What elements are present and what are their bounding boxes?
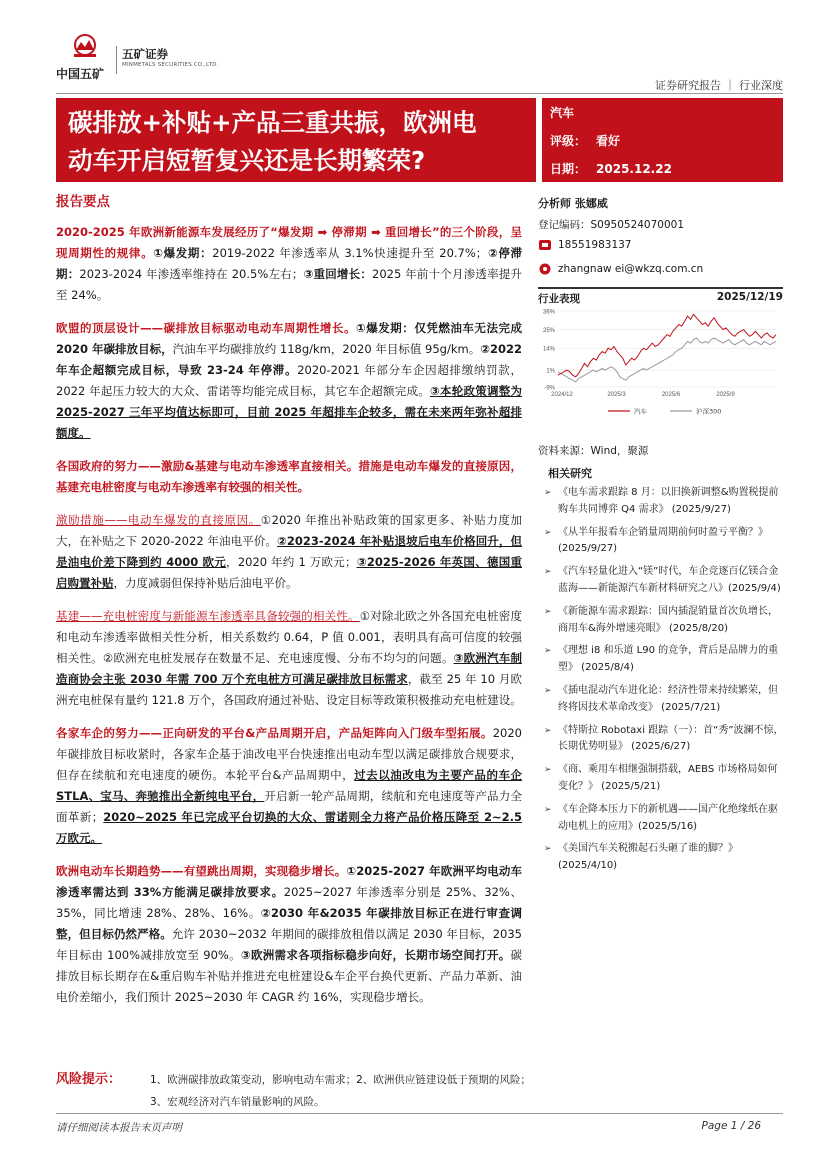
p1-bold-2: ②停滞期： [56, 246, 522, 281]
email-icon [538, 263, 552, 275]
p4-text-3: ，力度减弱但保持补贴后油电平价。 [113, 576, 298, 590]
summary-paragraph-3 [56, 456, 522, 498]
p7-bold-2: ②2030 年&2035 年碳排放目标正在进行审查调整，但目标仍然严格。 [56, 906, 522, 941]
p1-bold-1: ①爆发期： [153, 246, 213, 260]
p1-bold-3: ③重回增长： [303, 267, 373, 281]
rating-info-box [542, 98, 783, 182]
series-line-auto [558, 314, 776, 377]
p7-headline: 欧洲电动车长期趋势——有望跳出周期，实现稳步增长。 [56, 864, 347, 878]
p6-headline: 各家车企的努力——正向研发的平台&产品周期开启，产品矩阵向入门级车型拓展。 [56, 726, 493, 740]
related-research-item[interactable] [544, 604, 784, 638]
report-type-tag: 证券研究报告 ｜ 行业深度 [655, 79, 783, 92]
p1-text-1: 2019-2022 年渗透率从 3.1%快速提升至 20.7%； [212, 246, 488, 260]
bullet-arrow-icon: ➢ [544, 804, 552, 815]
rating-label: 评级： [550, 134, 587, 148]
date-value: 2025.12.22 [596, 162, 672, 176]
title-line-2: 动车开启短暂复兴还是长期繁荣? [68, 146, 426, 175]
industry-label: 汽车 [550, 106, 575, 120]
p1-text-2: 2023-2024 年渗透率维持在 20.5%左右； [79, 267, 304, 281]
p6-bold-1: 过去以油改电为主要产品的车企 STLA、宝马、奔驰推出全新纯电平台， [56, 768, 523, 803]
p7-bold-3: ③欧洲需求各项指标稳步向好，长期市场空间打开。 [240, 948, 511, 962]
related-research-text: 《美国汽车关税搬起石头砸了谁的脚？》 (2025/4/10) [558, 843, 738, 872]
p2-headline: 欧盟的顶层设计——碳排放目标驱动电动车周期性增长。 [56, 321, 356, 335]
y-tick-label: 1% [546, 368, 555, 375]
y-tick-label: 25% [542, 328, 555, 335]
analyst-phone-row [538, 235, 783, 255]
summary-paragraph-6 [56, 723, 522, 849]
title-banner [56, 98, 536, 182]
chart-label: 行业表现 [538, 293, 580, 305]
p7-text-2: 允许 2030~2032 年期间的碳排放租借以满足 2030 年目标，2035 年目标由 100%减排放宽至 90%。 [56, 927, 523, 962]
summary-paragraph-2 [56, 318, 522, 444]
phone-icon [538, 239, 552, 251]
footer-disclaimer: 请仔细阅读本报告末页声明 [56, 1122, 182, 1134]
report-summary [56, 190, 522, 1020]
analyst-email[interactable]: zhangnaw ei@wkzq.com.cn [558, 263, 704, 275]
related-research-item[interactable] [544, 802, 784, 836]
p2-bold-3: ③本轮政策调整为 2025-2027 三年平均值达标即可，目前 2025 年超排车企较多，需在未来两年弥补超排额度。 [56, 384, 522, 440]
date-row [550, 160, 672, 177]
related-research-item[interactable] [544, 683, 784, 717]
legend-label: 沪深300 [696, 407, 722, 416]
bullet-arrow-icon: ➢ [544, 685, 552, 696]
bullet-arrow-icon: ➢ [544, 488, 552, 498]
p2-text-2: 2020-2021 年部分车企因超排缴纳罚款，2022 年起压力较大的大众、雷诺等均能完成目标，其它车企超额完成。 [56, 363, 522, 398]
bullet-arrow-icon: ➢ [544, 765, 552, 776]
bullet-arrow-icon: ➢ [544, 646, 552, 657]
logo-company-name: 中国五矿 [56, 67, 105, 81]
related-research-text: 《电车需求跟踪 8 月：以旧换新调整&购置税提前购车共同博弈 Q4 需求》 (2025/9/27) [558, 487, 779, 515]
related-research-item[interactable] [544, 643, 784, 677]
chart-header [538, 291, 783, 306]
p7-bold-1: ①2025-2027 年欧洲平均电动车渗透率需达到 33%方能满足碳排放要求。 [56, 864, 522, 899]
p6-bold-2: 2020~2025 年已完成平台切换的大众、雷诺则全力将产品价格压降至 2~2.5 万欧元。 [56, 810, 523, 845]
p6-text-1: 2020 年碳排放目标收紧时，各家车企基于油改电平台快速推出电动车型以满足碳排放合规要求，但存在续航和充电速度的硬伤。本轮平台&产品周期中， [56, 726, 522, 782]
related-research-text: 《特斯拉 Robotaxi 跟踪（一）：首“秀”波澜不惊，长期优势明显》 (2025/6/27) [558, 724, 784, 753]
related-research-text: 《从半年报看车企销量周期前何时盈亏平衡？》 (2025/9/27) [558, 526, 768, 555]
related-research-item[interactable] [544, 564, 784, 598]
logo-english-name: MINMETALS SECURITIES CO.,LTD. [122, 62, 219, 68]
chart-date: 2025/12/19 [716, 291, 783, 303]
rating-value: 看好 [596, 134, 621, 148]
p7-text-3: 碳排放目标长期存在&重启购车补贴并推进充电桩建设&车企平台换代更新、产品力革新、油电价差缩小，我们预计 2025~2030 年 CAGR 约 16%，实现稳步增长。 [56, 948, 523, 1004]
y-tick-label: -9% [544, 385, 555, 392]
summary-paragraph-7 [56, 861, 522, 1008]
bullet-arrow-icon: ➢ [544, 567, 552, 578]
p2-text-1: 汽油车平均碳排放约 118g/km，2020 年目标值 95g/km。 [172, 342, 481, 356]
minmetals-logo-icon [70, 34, 100, 62]
p7-text-1: 2025~2027 年渗透率分别是 25%、32%、35%，同比增速 28%、28%、16%。 [56, 885, 522, 920]
related-research-text: 《汽车轻量化进入“镁”时代，车企竞逐百亿镁合金蓝海——新能源汽车新材料研究之八》(2025/9/4) [558, 566, 781, 594]
analyst-name: 分析师 张娜威 [538, 197, 608, 210]
related-research-text: 《新能源车需求跟踪：国内插混销量首次负增长，商用车&海外增速亮眼》 (2025/8/20) [558, 605, 778, 634]
header-divider [56, 93, 783, 94]
industry-performance-chart [538, 287, 783, 427]
p4-text-2: ，2020 年约 1 万欧元； [226, 555, 357, 569]
p6-text-2: 开启新一轮产品周期，续航和充电速度等产品力全面革新； [56, 789, 522, 824]
risk-line-1: 1、欧洲碳排放政策变动，影响电动车需求；2、欧洲供应链建设低于预期的风险； [150, 1074, 531, 1086]
chart-source: 资料来源：Wind，聚源 [538, 445, 649, 457]
p4-subtitle: 激励措施——电动车爆发的直接原因。 [56, 513, 261, 527]
bullet-arrow-icon: ➢ [544, 527, 552, 538]
risk-text [150, 1069, 750, 1113]
page-number: Page 1 / 26 [701, 1120, 761, 1132]
bullet-arrow-icon: ➢ [544, 725, 552, 736]
summary-paragraph-1 [56, 222, 522, 306]
y-tick-label: 14% [542, 346, 555, 353]
risk-label: 风险提示： [56, 1072, 122, 1087]
summary-paragraph-4 [56, 510, 522, 594]
p4-bold-2: ③2025-2026 年英国、德国重启购置补贴 [56, 555, 523, 590]
rating-row [550, 132, 620, 149]
y-tick-label: 36% [542, 309, 555, 316]
p2-bold-1: ①爆发期：仅凭燃油车无法完成 2020 年碳排放目标， [56, 321, 522, 356]
p5-text-2: ，截至 25 年 10 月欧洲充电桩保有量约 121.8 万个，各国政府通过补贴、设定目标等政策积极推动充电桩建设。 [56, 672, 522, 707]
logo-securities-name: 五矿证券 [122, 47, 168, 61]
section-title: 报告要点 [56, 194, 110, 210]
related-research-title: 相关研究 [548, 467, 592, 480]
p5-subtitle: 基建——充电桩密度与新能源车渗透率具备较强的相关性。 [56, 609, 360, 623]
logo-divider [116, 46, 117, 74]
legend-label: 汽车 [634, 407, 647, 416]
company-logo [56, 34, 219, 84]
summary-paragraph-5 [56, 606, 522, 711]
series-line-csi300 [558, 338, 776, 382]
p1-text-3: 2025 年前十个月渗透率提升至 24%。 [56, 267, 522, 302]
related-research-list [544, 485, 784, 881]
x-tick-label: 2025/3 [607, 392, 626, 398]
report-title [68, 104, 528, 180]
p5-bold-1: ③欧洲汽车制造商协会主张 2030 年需 700 万个充电桩方可满足碳排放目标需求 [56, 651, 522, 686]
related-research-item[interactable] [544, 762, 784, 796]
date-label: 日期： [550, 162, 587, 176]
title-line-1: 碳排放+补贴+产品三重共振，欧洲电 [68, 108, 477, 137]
p1-headline: 2020-2025 年欧洲新能源车发展经历了“爆发期 ➡ 停滞期 ➡ 重回增长”的三个阶段，呈现周期性的规律。 [56, 225, 522, 260]
sidebar [538, 195, 784, 872]
bullet-arrow-icon: ➢ [544, 844, 552, 855]
related-research-text: 《车企降本压力下的新机遇——国产化绝缘纸在驱动电机上的应用》(2025/5/16) [558, 803, 778, 832]
p2-bold-2: ②2022 年车企超额完成目标，导致 23-24 年停滞。 [56, 342, 522, 377]
p4-bold-1: ②2023-2024 年补贴退坡后电车价格回升，但是油电价差下降到约 4000 欧元 [56, 534, 522, 569]
x-tick-label: 2025/6 [661, 392, 681, 398]
related-research-item[interactable] [544, 841, 784, 875]
related-research-text: 《理想 i8 和乐道 L90 的竞争，背后是品牌力的重塑》 (2025/8/4) [558, 645, 779, 674]
p5-text-1: ①对除北欧之外各国充电桩密度和电动车渗透率做相关性分析，相关系数约 0.64，P 值 0.001，表明具有高可信度的较强相关性。②欧洲充电桩发展存在数量不足、充电速度慢、分布不均匀的问题。 [56, 609, 523, 665]
footer-divider [56, 1113, 783, 1114]
related-research-text: 《插电混动汽车进化论：经济性带来持续繁荣，但终将因技术革命改变》 (2025/7/21) [558, 684, 778, 713]
p4-text-1: ①2020 年推出补贴政策的国家更多、补贴力度加大，在补贴之下 2020-2022 年油电平价。 [56, 513, 522, 548]
analyst-reg-code: 登记编码：S0950524070001 [538, 219, 685, 231]
performance-chart-svg [538, 307, 783, 425]
x-tick-label: 2024/12 [551, 392, 573, 398]
related-research-item[interactable] [544, 723, 784, 757]
p3-headline: 各国政府的努力——激励&基建与电动车渗透率直接相关。措施是电动车爆发的直接原因，基建充电桩密度与电动车渗透率有较强的相关性。 [56, 459, 522, 494]
related-research-item[interactable] [544, 525, 784, 559]
analyst-phone: 18551983137 [558, 239, 632, 251]
analyst-email-row [538, 259, 783, 279]
related-research-text: 《商、乘用车相继强制搭载，AEBS 市场格局如何变化？》 (2025/5/21) [558, 764, 778, 792]
risk-line-2: 3、宏观经济对汽车销量影响的风险。 [150, 1096, 325, 1108]
x-tick-label: 2025/9 [716, 392, 735, 398]
related-research-item[interactable] [544, 485, 784, 519]
bullet-arrow-icon: ➢ [544, 606, 552, 617]
